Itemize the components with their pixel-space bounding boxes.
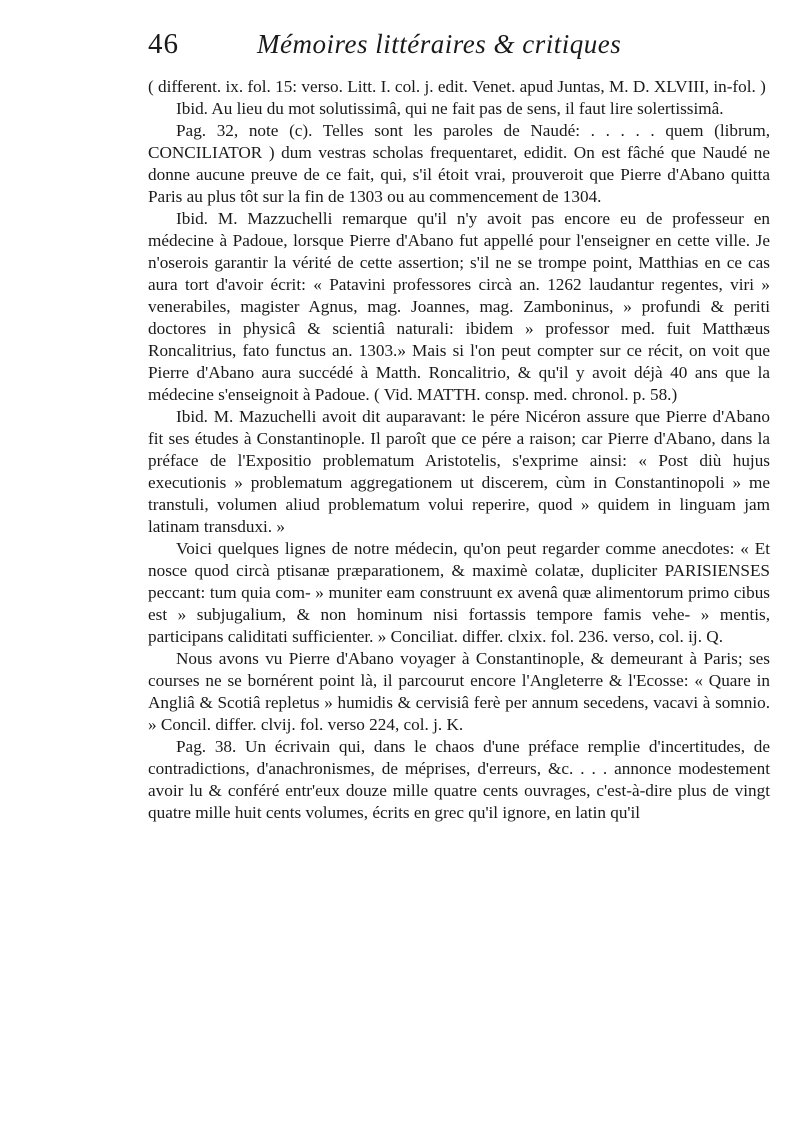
body-text	[148, 76, 770, 824]
paragraph-citation: ( different. ix. fol. 15: verso. Litt. I. col. j. edit. Venet. apud Juntas, M. D. XLVIII, in-fol. )	[148, 77, 766, 96]
paragraph-ibid-mazzuchelli: Ibid. M. Mazzuchelli remarque qu'il n'y avoit pas encore eu de professeur en médecine à Padoue, lorsque Pierre d'Abano fut appellé pour l'enseigner en cette ville. Je n'oserois garantir la vérité de cette assertion; s'il ne se trompe point, Matthias en ce cas aura tort d'avoir écrit: « Patavini professores circà an. 1262 laudantur regentes, viri » venerabiles, magister Agnus, mag. Joannes, mag. Zamboninus, » profundi & periti doctores in physicâ & scientiâ naturali: ibidem » professor med. fuit Matthæus Roncalitrius, fato functus an. 1303.» Mais si l'on peut compter sur ce récit, on voit que Pierre d'Abano aura succédé à Matth. Roncalitrio, & qu'il y avoit déjà 40 ans que la médecine s'enseignoit à Padoue. ( Vid. MATTH. consp. med. chronol. p. 58.)	[148, 209, 770, 404]
running-title: Mémoires littéraires & critiques	[257, 29, 622, 59]
paragraph-anecdotes: Voici quelques lignes de notre médecin, qu'on peut regarder comme anecdotes: « Et nosce quod circà ptisanæ præparationem, & maximè colatæ, dupliciter PARISIENSES peccant: tum quia com- » muniter eam construunt ex avenâ quæ alimentorum primo cibus est » subjugalium, & non hominum nisi fortassis tempore famis vehe- » mentis, participans caliditati sufficienter. » Conciliat. differ. clxix. fol. 236. verso, col. ij. Q.	[148, 539, 770, 646]
paragraph-pag-32: Pag. 32, note (c). Telles sont les paroles de Naudé: . . . . . quem (librum, CONCILIATOR ) dum vestras scholas frequentaret, edidit. On est fâché que Naudé ne donne aucune preuve de ce fait, qui, s'il étoit vrai, prouveroit que Pierre d'Abano quitta Paris au plus tôt sur la fin de 1303 ou au commencement de 1304.	[148, 121, 770, 206]
paragraph-ibid-solertissima: Ibid. Au lieu du mot solutissimâ, qui ne fait pas de sens, il faut lire solertissimâ.	[176, 99, 724, 118]
running-head	[148, 28, 770, 76]
paragraph-pag-38: Pag. 38. Un écrivain qui, dans le chaos d'une préface remplie d'incertitudes, de contradictions, d'anachronismes, de méprises, d'erreurs, &c. . . . annonce modestement avoir lu & conféré entr'eux douze mille quatre cents ouvrages, c'est-à-dire plus de vingt quatre mille huit cents volumes, écrits en grec qu'il ignore, en latin qu'il	[148, 737, 770, 822]
paragraph-voyages: Nous avons vu Pierre d'Abano voyager à Constantinople, & demeurant à Paris; ses courses ne se bornérent point là, il parcourut encore l'Angleterre & l'Ecosse: « Quare in Angliâ & Scotiâ repletus » humidis & cervisiâ ferè per annum secedens, vacavi à somnio. » Concil. differ. clvij. fol. verso 224, col. j. K.	[148, 649, 770, 734]
page-number: 46	[148, 28, 179, 60]
paragraph-ibid-niceron: Ibid. M. Mazuchelli avoit dit auparavant: le pére Nicéron assure que Pierre d'Abano fit ses études à Constantinople. Il paroît que ce pére a raison; car Pierre d'Abano, dans la préface de l'Expositio problematum Aristotelis, s'exprime ainsi: « Post diù hujus executionis » problematum aggregationem ut discerem, cùm in Constantinopoli » me transtuli, volumen aliud problematum volui reperire, quod » quidem in linguam jam latinam transduxi. »	[148, 407, 770, 536]
